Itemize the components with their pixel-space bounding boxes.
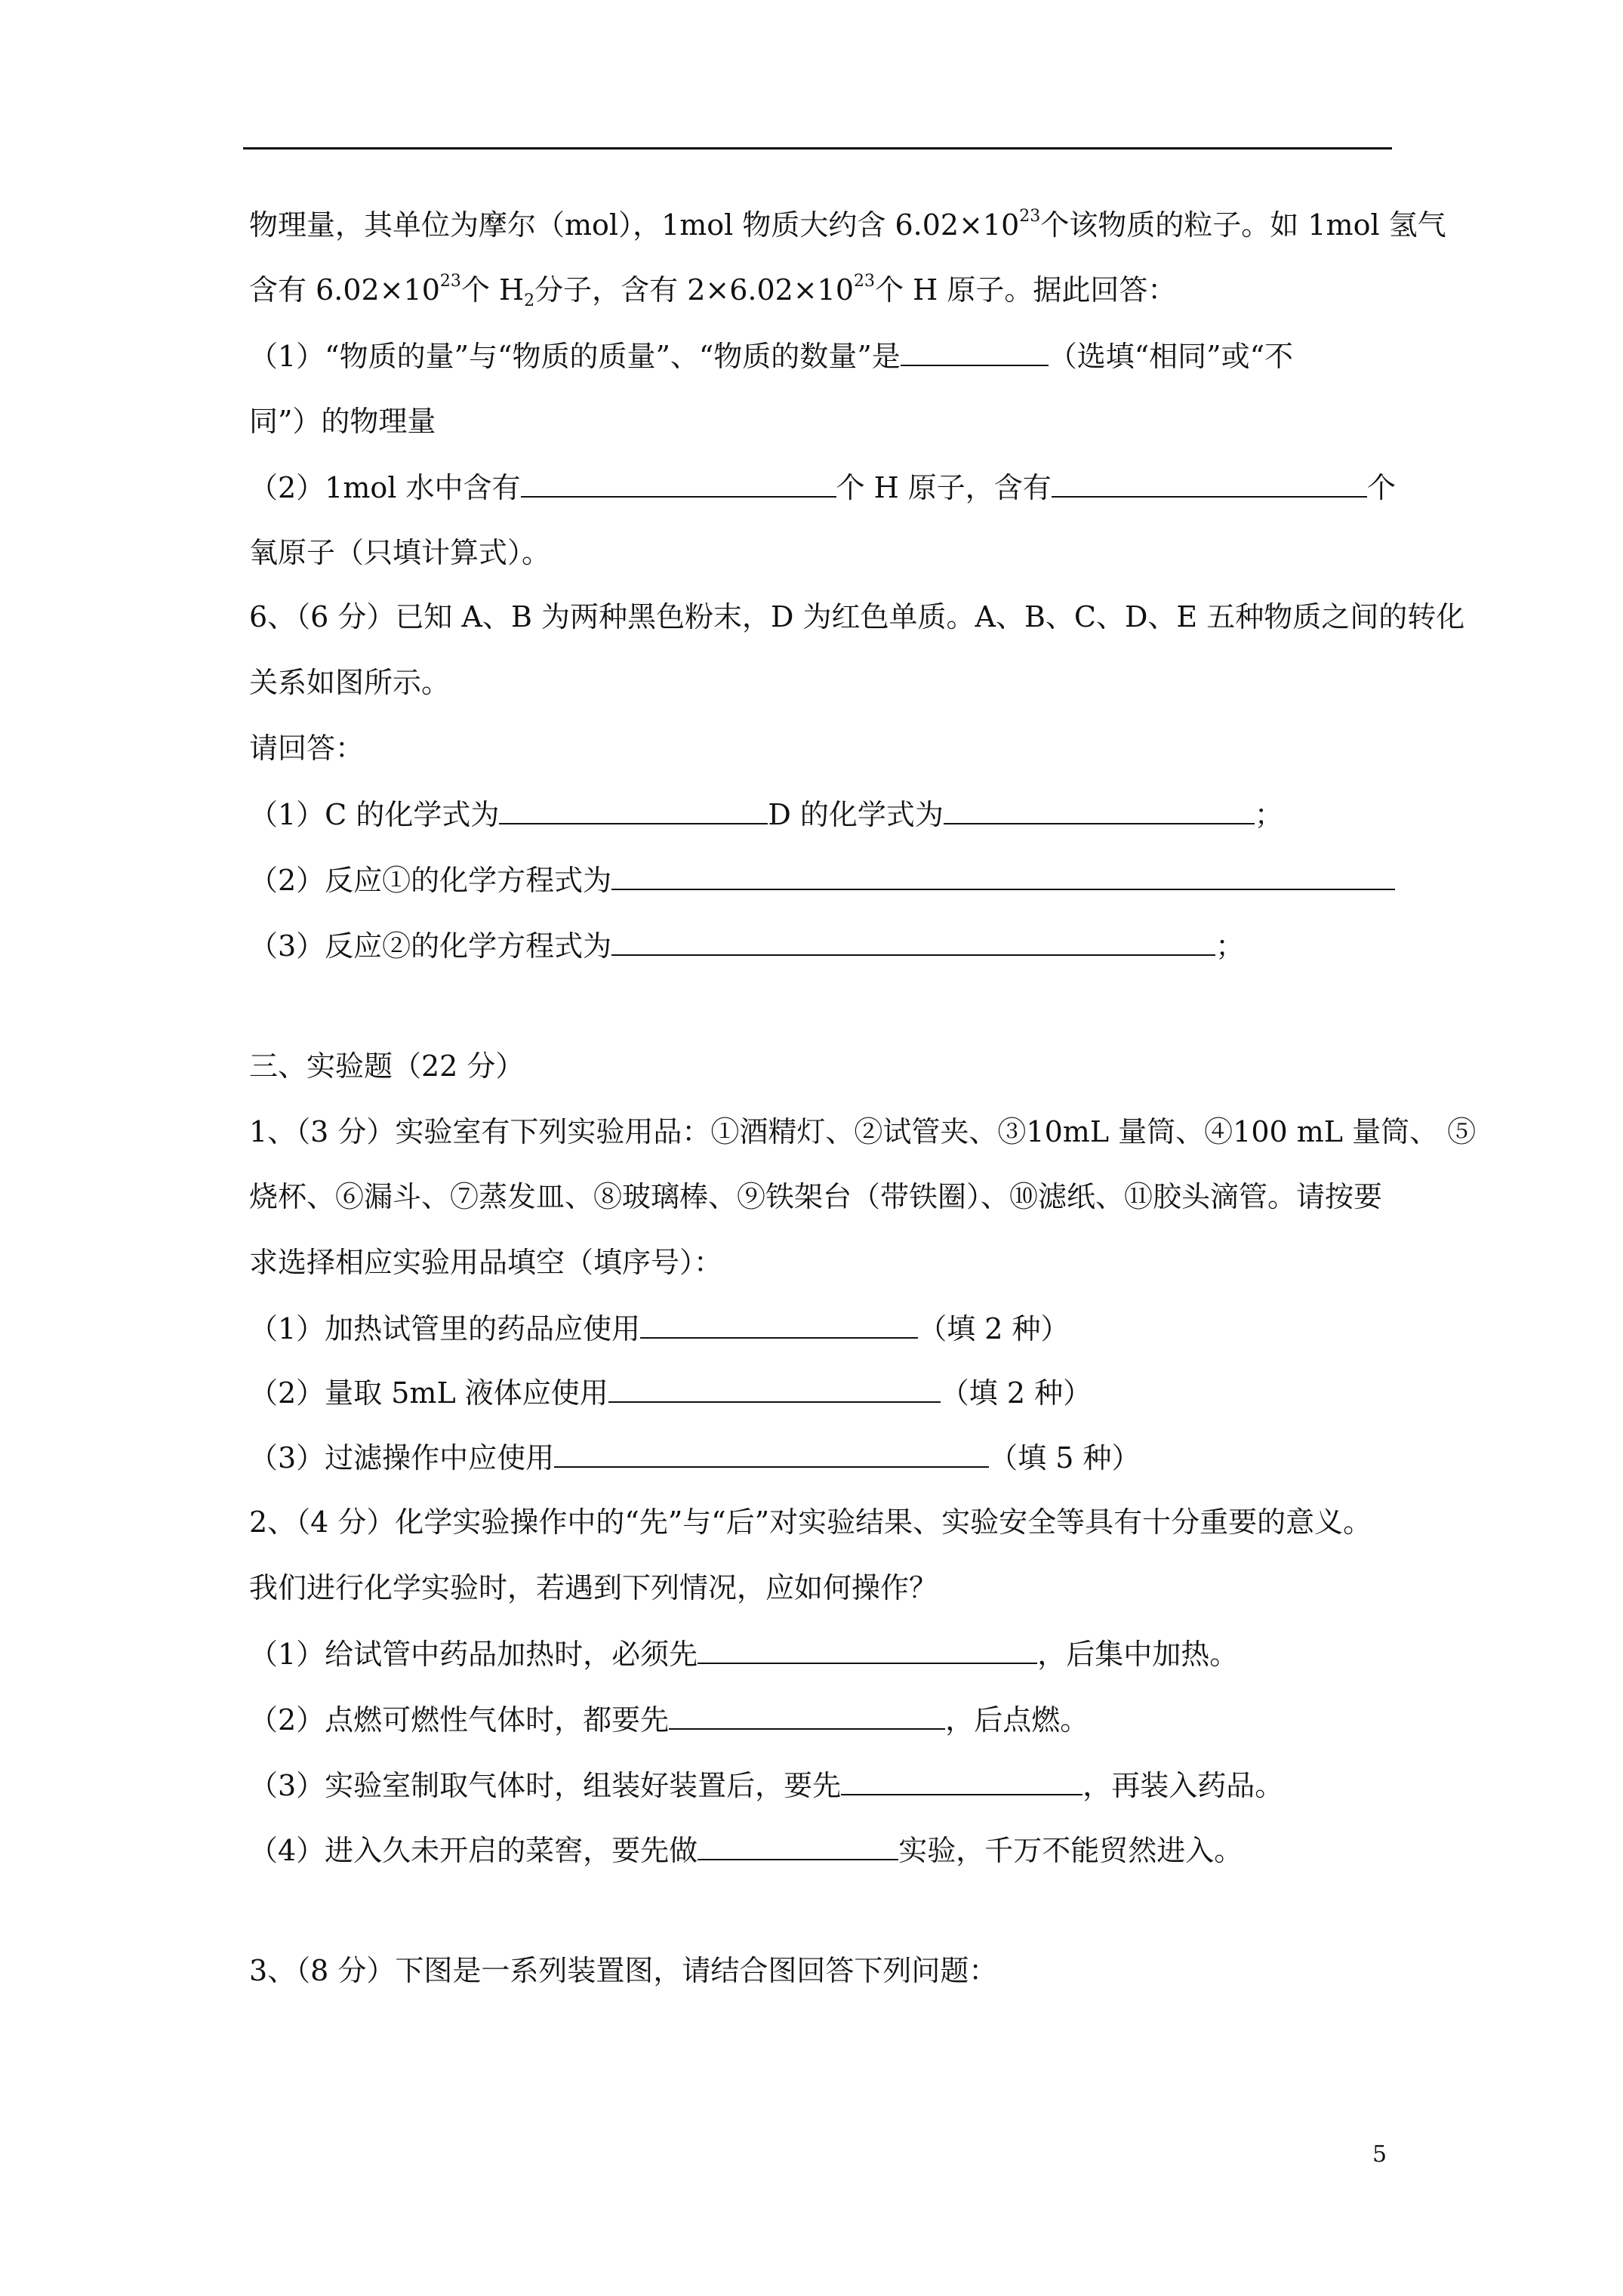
- section-heading: 三、实验题（22 分）: [249, 1049, 525, 1083]
- question-line: 同”）的物理量: [249, 405, 436, 438]
- question-line: （1）C 的化学式为 D 的化学式为 ；: [249, 796, 1283, 833]
- answer-blank[interactable]: [669, 1701, 945, 1730]
- answer-blank[interactable]: [901, 337, 1049, 366]
- header-rule: [243, 147, 1392, 149]
- paragraph-line: 我们进行化学实验时，若遇到下列情况，应如何操作？: [249, 1571, 938, 1604]
- paragraph-line: 2、（4 分）化学实验操作中的“先”与“后”对实验结果、实验安全等具有十分重要的意义。: [249, 1505, 1372, 1539]
- page-number: 5: [1372, 2141, 1387, 2168]
- answer-blank[interactable]: [698, 1832, 898, 1860]
- question-line: （3）反应②的化学方程式为 ；: [249, 927, 1244, 964]
- question-line: （1）给试管中药品加热时，必须先 ，后集中加热。: [249, 1635, 1238, 1672]
- question-line: （1）“物质的量”与“物质的质量”、“物质的数量”是 （选填“相同”或“不: [249, 337, 1293, 374]
- answer-blank[interactable]: [944, 796, 1255, 824]
- answer-blank[interactable]: [1052, 469, 1367, 498]
- question-line: （2）1mol 水中含有 个 H 原子，含有 个: [249, 469, 1396, 506]
- paragraph-line: 请回答：: [249, 732, 365, 765]
- paragraph-line: 求选择相应实验用品填空（填序号）：: [249, 1246, 723, 1279]
- answer-blank[interactable]: [611, 861, 1395, 890]
- question-line: （2）点燃可燃性气体时，都要先 ，后点燃。: [249, 1701, 1089, 1738]
- question-line: （2）量取 5mL 液体应使用 （填 2 种）: [249, 1374, 1092, 1411]
- answer-blank[interactable]: [521, 469, 836, 498]
- answer-blank[interactable]: [841, 1767, 1083, 1795]
- paragraph-line: 关系如图所示。: [249, 666, 451, 699]
- question-line: （1）加热试管里的药品应使用 （填 2 种）: [249, 1310, 1070, 1347]
- paragraph-line: 含有 $6.02\times 10^{23}$个 $H_2$分子，含有 $2\times 6.02\times 10^{23}$个 H 原子。据此回答：: [249, 272, 1177, 310]
- paragraph-line: 3、（8 分）下图是一系列装置图，请结合图回答下列问题：: [249, 1954, 998, 1987]
- paragraph-line: 烧杯、⑥漏斗、⑦蒸发皿、⑧玻璃棒、⑨铁架台（带铁圈）、⑩滤纸、⑪胶头滴管。请按要: [249, 1180, 1383, 1213]
- answer-blank[interactable]: [640, 1310, 918, 1339]
- question-line: （3）实验室制取气体时，组装好装置后，要先 ，再装入药品。: [249, 1767, 1283, 1804]
- paragraph-line: 6、（6 分）已知 A、B 为两种黑色粉末，D 为红色单质。A、B、C、D、E 五种物质之间的转化: [249, 600, 1465, 633]
- paragraph-line: 物理量，其单位为摩尔（mol），1mol 物质大约含 $6.02\times 10^{23}$个该物质的粒子。如 1mol 氢气: [249, 207, 1446, 242]
- paragraph-line: 1、（3 分）实验室有下列实验用品：①酒精灯、②试管夹、③10mL 量筒、④100 mL 量筒、 ⑤: [249, 1115, 1477, 1148]
- answer-blank[interactable]: [499, 796, 768, 824]
- question-line: 氧原子（只填计算式）。: [249, 536, 551, 569]
- answer-blank[interactable]: [608, 1374, 941, 1403]
- answer-blank[interactable]: [611, 927, 1215, 956]
- answer-blank[interactable]: [554, 1439, 989, 1468]
- question-line: （3）过滤操作中应使用 （填 5 种）: [249, 1439, 1141, 1476]
- question-line: （4）进入久未开启的菜窖，要先做 实验，千万不能贸然进入。: [249, 1832, 1243, 1869]
- answer-blank[interactable]: [698, 1635, 1037, 1664]
- question-line: （2）反应①的化学方程式为: [249, 861, 1395, 898]
